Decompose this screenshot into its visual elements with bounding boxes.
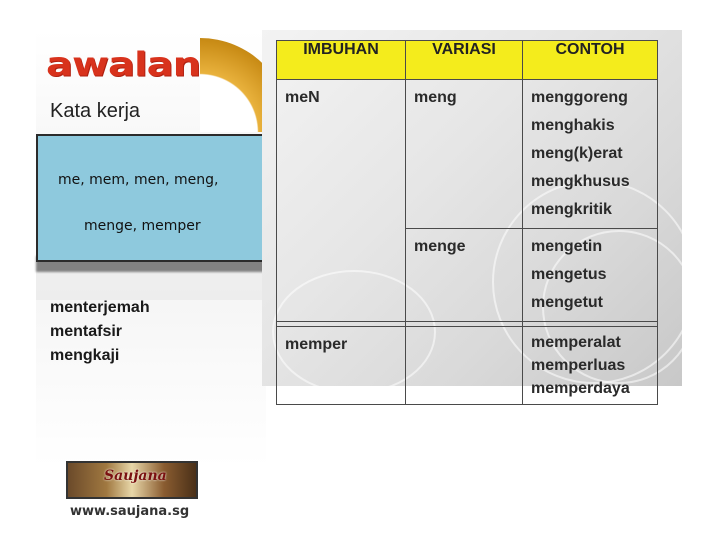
contoh-word: menghakis [531, 117, 615, 134]
example-verb-list [50, 296, 150, 368]
example-verb: menterjemah [50, 299, 150, 316]
callout-line-1: me, mem, men, meng, [58, 172, 219, 188]
affix-table [276, 40, 658, 405]
imbuhan-cell [277, 80, 406, 322]
variasi-value: meng [414, 89, 457, 106]
imbuhan-cell [277, 327, 406, 405]
contoh-cell [523, 327, 658, 405]
table-row [277, 80, 658, 229]
example-verb: mengkaji [50, 347, 120, 364]
variasi-cell [406, 80, 523, 229]
variasi-value: menge [414, 238, 466, 255]
callout-box [36, 134, 266, 262]
contoh-word: memperdaya [531, 380, 630, 397]
contoh-word: memperluas [531, 357, 626, 374]
contoh-word: mengetin [531, 238, 603, 255]
contoh-cell [523, 80, 658, 229]
header-variasi: VARIASI [406, 41, 523, 80]
variasi-cell [406, 229, 523, 322]
variasi-value [406, 327, 522, 335]
table-row [277, 327, 658, 405]
imbuhan-value: memper [285, 336, 348, 353]
contoh-list [523, 80, 657, 228]
contoh-word: mengetus [531, 266, 607, 283]
contoh-word: meng(k)erat [531, 145, 623, 162]
contoh-cell [523, 229, 658, 322]
table-header-row [277, 41, 658, 80]
header-imbuhan: IMBUHAN [277, 41, 406, 80]
contoh-word: menggoreng [531, 89, 628, 106]
slide-subtitle: Kata kerja [50, 100, 141, 122]
contoh-word: mengkritik [531, 201, 612, 218]
banner-logo-text: Saujana [104, 468, 167, 484]
contoh-list [523, 327, 657, 404]
footer-url: www.saujana.sg [70, 504, 190, 519]
contoh-word: mengkhusus [531, 173, 630, 190]
imbuhan-value: meN [285, 89, 320, 106]
contoh-word: mengetut [531, 294, 603, 311]
callout-line-2: menge, memper [84, 218, 201, 234]
slide-title-logo: awalan [46, 46, 201, 84]
contoh-list [523, 229, 657, 321]
contoh-word: memperalat [531, 334, 621, 351]
example-verb: mentafsir [50, 323, 123, 340]
variasi-cell [406, 327, 523, 405]
header-contoh: CONTOH [523, 41, 658, 80]
